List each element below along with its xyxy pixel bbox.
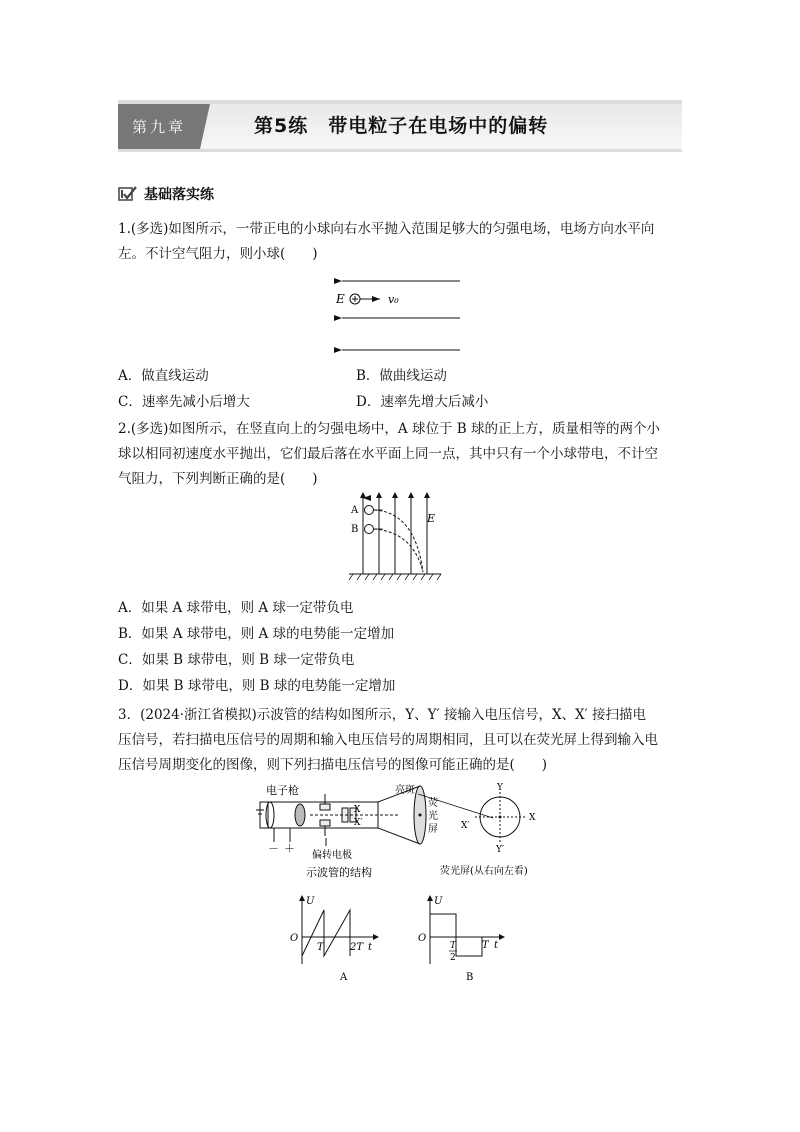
- checkbox-icon: [118, 186, 138, 202]
- q1-text-line1: 1.(多选)如图所示，一带正电的小球向右水平抛入范围足够大的匀强电场，电场方向水平向: [118, 221, 655, 237]
- trajectory-b: [374, 529, 423, 572]
- deflection-plates-label: 偏转电极: [312, 850, 352, 861]
- q2-text-line1: 2.(多选)如图所示，在竖直向上的匀强电场中，A 球位于 B 球的正上方，质量相等的两个小: [118, 421, 660, 437]
- oscilloscope-tube-figure: [250, 780, 550, 880]
- graph-a-caption: A: [340, 972, 348, 983]
- screen-yp-label: Y′: [496, 845, 504, 855]
- graph-a[interactable]: [284, 892, 384, 984]
- q3-text-line1: 3．(2024·浙江省模拟)示波管的结构如图所示，Y、Y′ 接输入电压信号，X、X′ 接扫描电: [118, 707, 647, 723]
- plate-xp-label: X′: [354, 818, 363, 828]
- screen-y-label: Y: [497, 783, 503, 793]
- q2-option-b[interactable]: B．如果 A 球带电，则 A 球的电势能一定增加: [118, 626, 395, 642]
- graph-b-caption: B: [466, 972, 474, 983]
- q1-option-b[interactable]: B．做曲线运动: [356, 368, 447, 384]
- graph-b-time-label: t: [494, 940, 499, 951]
- q1-option-a[interactable]: A．做直线运动: [118, 368, 209, 384]
- chapter-label: 第九章: [118, 104, 200, 149]
- graph-b-half-period-den: 2: [450, 953, 456, 963]
- ball-a: [365, 506, 374, 515]
- graph-a-u-label: U: [306, 896, 315, 907]
- q1-option-d[interactable]: D．速率先增大后减小: [356, 394, 489, 410]
- field-label: E: [427, 512, 436, 525]
- graph-a-2t-label: 2T: [350, 942, 364, 953]
- graph-a-t-label: T: [317, 942, 324, 953]
- q2-option-c[interactable]: C．如果 B 球带电，则 B 球一定带负电: [118, 652, 355, 668]
- graph-b-t-label: T: [482, 940, 489, 951]
- chapter-notch: [200, 104, 210, 149]
- screen-char-3: 屏: [428, 824, 438, 835]
- screen-char-1: 荧: [428, 798, 438, 809]
- lesson-title: 第5练 带电粒子在电场中的偏转: [254, 115, 549, 137]
- graph-b-half-period-num: T: [450, 941, 457, 951]
- graph-a-origin: O: [290, 933, 299, 944]
- q2-option-a[interactable]: A．如果 A 球带电，则 A 球一定带负电: [118, 600, 354, 616]
- field-label: E: [336, 292, 345, 306]
- q2-option-d[interactable]: D．如果 B 球带电，则 B 球的电势能一定增加: [118, 678, 396, 694]
- q3-text-line2: 压信号，若扫描电压信号的周期和输入电压信号的周期相同，且可以在荧光屏上得到输入电: [118, 732, 658, 748]
- plus-sign: ＋: [284, 842, 295, 855]
- q1-figure: [330, 272, 470, 360]
- screen-caption: 荧光屏(从右向左看): [440, 866, 528, 877]
- trajectory-a: [374, 510, 423, 572]
- ball-b: [365, 525, 374, 534]
- tube-caption: 示波管的结构: [306, 866, 372, 879]
- graph-a-sawtooth: [302, 910, 350, 956]
- minus-sign: －: [268, 842, 279, 855]
- plate-x-label: X: [354, 805, 361, 815]
- section-heading: [118, 183, 214, 205]
- q2-text-line2: 球以相同初速度水平抛出，它们最后落在水平面上同一点，其中只有一个小球带电，不计空: [118, 446, 658, 462]
- graph-b-u-label: U: [434, 896, 443, 907]
- chapter-banner: [118, 100, 682, 152]
- velocity-label: v₀: [388, 293, 399, 306]
- ball-a-label: A: [351, 505, 359, 516]
- screen-char-2: 光: [428, 811, 438, 822]
- q1-option-c[interactable]: C．速率先减小后增大: [118, 394, 250, 410]
- screen-xp-label: X′: [461, 821, 470, 831]
- q3-text-line3: 压信号周期变化的图像，则下列扫描电压信号的图像可能正确的是( ): [118, 757, 548, 773]
- q2-text-line3: 气阻力，下列判断正确的是( ): [118, 471, 318, 487]
- graph-b[interactable]: [410, 892, 510, 984]
- graph-a-time-label: t: [368, 942, 373, 953]
- screen-x-label: X: [529, 813, 536, 823]
- electron-gun-label: 电子枪: [266, 784, 299, 797]
- q2-figure: [345, 492, 445, 584]
- section-title: 基础落实练: [144, 187, 214, 203]
- ball-b-label: B: [351, 524, 359, 535]
- bright-spot-label: 亮斑: [395, 785, 415, 796]
- q1-text-line2: 左。不计空气阻力，则小球( ): [118, 246, 318, 262]
- graph-b-origin: O: [418, 933, 427, 944]
